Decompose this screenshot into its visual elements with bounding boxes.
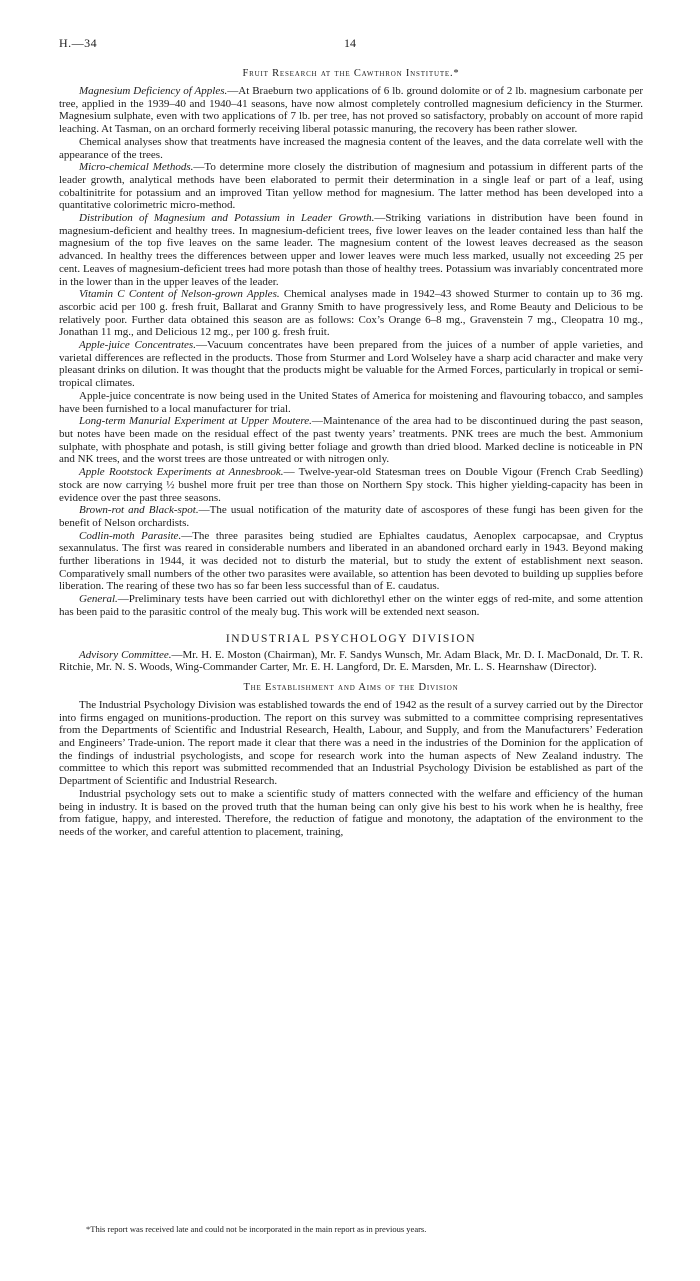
paragraph-heading: Vitamin C Content of Nelson-grown Apples. [79, 288, 280, 301]
fruit-paragraph [59, 161, 643, 212]
fruit-paragraph [59, 288, 643, 339]
industrial-paragraph: The Industrial Psychology Division was established towards the end of 1942 as the result of a survey carried out by the Director into firms engaged on munitions-production. The report on this survey was submitted to a committee comprising representatives from the Departments of Scientific and Industrial Research, Health, Labour, and Supply, and from the Manufacturers’ Federation and Engineers’ Trade-union. The report made it clear that there was a need in the industries of the Dominion for the application of the findings of industrial psychologists, and scope for research work into the human aspects of New Zealand industry. The committee to which this report was submitted recommended that an Industrial Psychology Division be established as part of the Department of Scientific and Industrial Research. [59, 698, 643, 788]
paragraph-heading: Magnesium Deficiency of Apples. [79, 85, 228, 97]
footnote: *This report was received late and could not be incorporated in the main report as in previous years. [86, 1224, 427, 1234]
paragraph-body: —The usual notification of the maturity date of ascospores of these fungi has been given for the benefit of Nelson orchardists. [59, 504, 643, 529]
paragraph-body: Chemical analyses made in 1942–43 showed Sturmer to contain up to 36 mg. ascorbic acid per 100 g. fresh fruit, Ballarat and Granny Smith to have progressively less, and Rome Beauty and Delicious to be relatively poor. Further data obtained this season are as follows: Cox’s Orange 6–8 mg., Gravenstein 7 mg., Cleopatra 10 mg., Jonathan 11 mg., and Delicious 12 mg., per 100 g. fresh fruit. [59, 288, 643, 339]
paragraph-body: —Maintenance of the area had to be discontinued during the past season, but notes have been made on the residual effect of the past twenty years’ treatments. PNK trees are much the best. Ammonium sulphate, with phosphate and potash, is still giving better foliage and growth than dried blood. Marked decline is noticeable in PN and NK trees, and the worst trees are those untreated or with nitrogen only. [59, 415, 643, 466]
paragraph-body: Chemical analyses show that treatments have increased the magnesia content of the leaves, and the data correlate well with the appearance of the trees. [59, 135, 643, 161]
paragraph-heading: Distribution of Magnesium and Potassium in Leader Growth. [79, 212, 375, 225]
paragraph-heading: Apple Rootstock Experiments at Annesbrook. [79, 466, 284, 479]
paragraph-body: — Twelve-year-old Statesman trees on Double Vigour (French Crab Seedling) stock are now carrying ½ bushel more fruit per tree than those on Northern Spy stock. This higher yielding-capacity has been in evidence over the past three seasons. [59, 466, 643, 504]
fruit-paragraph [59, 466, 643, 504]
paragraph-body: —At Braeburn two applications of 6 lb. ground dolomite or of 2 lb. magnesium carbonate per tree, applied in the 1939–40 and 1940–41 seasons, have now almost completely controlled magnesium deficiency in the Sturmer. Magnesium sulphate, even with two applications of 7 lb. per tree, has not proved so satisfactory, probably on account of more rapid leaching. At Tasman, on an orchard formerly receiving liberal potassic manuring, the recovery has been rather slower. [59, 85, 643, 136]
paragraph-body: —Preliminary tests have been carried out with dichlorethyl ether on the winter eggs of red-mite, and some attention has been paid to the parasitic control of the mealy bug. This work will be extended next season. [59, 593, 643, 618]
fruit-paragraph [59, 530, 643, 594]
advisory-committee-paragraph [59, 649, 643, 674]
advisory-committee-heading: Advisory Committee. [79, 648, 172, 661]
industrial-section [59, 699, 643, 839]
industrial-division-title: INDUSTRIAL PSYCHOLOGY DIVISION [225, 632, 477, 645]
paragraph-body: —To determine more closely the distribution of magnesium and potassium in different parts of the leader growth, analytical methods have been elaborated to permit their determination in a single leaf or part of a leaf, using cobaltinitrite for potassium and an improved Titan yellow method for magnesium. The latter method has been developed into a quantitative colorimetric micro-method. [59, 161, 643, 212]
fruit-paragraph [59, 85, 643, 136]
establishment-subtitle: The Establishment and Aims of the Division [243, 681, 459, 693]
fruit-paragraph [59, 136, 643, 161]
paragraph-body: —Striking variations in distribution have been found in magnesium-deficient and healthy trees. In magnesium-deficient trees, five lower leaves on the leader contained less than half the magnesium of the top five leaves on the same leader. The magnesium content of the lowest leaves decreased as the season advanced. In healthy trees the differences between upper and lower leaves were much less marked, usually not exceeding 25 per cent. Leaves of magnesium-deficient trees had more potash than those of healthy trees. Potassium was invariably concentrated more in the lower than in the upper leaves of the leader. [59, 212, 644, 288]
industrial-paragraph: Industrial psychology sets out to make a scientific study of matters connected with the welfare and efficiency of the human being in industry. It is based on the proved truth that the human being can only give his best to his work when he is healthy, free from fatigue, happy, and interested. Therefore, the reduction of fatigue and monotony, the adaptation of the environment to the needs of the worker, and careful attention to placement, training, [59, 787, 643, 838]
paragraph-heading: Codlin-moth Parasite. [79, 529, 182, 542]
paragraph-body: Apple-juice concentrate is now being used in the United States of America for moistening and flavouring tobacco, and samples have been furnished to a local manufacturer for trial. [59, 389, 643, 415]
page-body [59, 68, 643, 839]
fruit-paragraph [59, 504, 643, 529]
paragraph-heading: Long-term Manurial Experiment at Upper Moutere. [79, 415, 312, 428]
paragraph-heading: Brown-rot and Black-spot. [79, 504, 199, 517]
paragraph-heading: General. [79, 593, 118, 606]
paragraph-body: —The three parasites being studied are Ephialtes caudatus, Aenoplex carpocapsae, and Cryptus sexannulatus. The first was reared in considerable numbers and liberated in an abandoned orchard early in 1943. Beyond making further liberations in 1944, it was decided not to disturb the material, but to study the extent of establishment next season. Comparatively small numbers of the other two parasites were available, so attention has been devoted to building up supplies before liberation. The rearing of these two has so far been less successful than of E. caudatus. [59, 529, 644, 593]
fruit-paragraph [59, 212, 643, 288]
page-reference: H.—34 [59, 36, 98, 50]
fruit-paragraph [59, 593, 643, 618]
page-number: 14 [344, 36, 356, 50]
fruit-paragraph [59, 390, 643, 415]
advisory-committee-members: —Mr. H. E. Moston (Chairman), Mr. F. Sandys Wunsch, Mr. Adam Black, Mr. D. I. MacDonald, Dr. T. R. Ritchie, Mr. N. S. Woods, Wing-Commander Carter, Mr. E. H. Langford, Dr. E. Marsden, Mr. L. S. Hearnshaw (Director). [59, 648, 644, 674]
fruit-paragraph [59, 339, 643, 390]
paragraph-heading: Apple-juice Concentrates. [79, 339, 196, 352]
paragraph-body: —Vacuum concentrates have been prepared from the juices of a number of apple varieties, and varietal differences are reflected in the products. Those from Sturmer and Lord Wolseley have a sharp acid character and make very pleasant drinks on dilution. It was thought that the products might be valuable for the Armed Forces, particularly in tropical or semi-tropical climates. [59, 339, 643, 390]
fruit-research-section [59, 85, 643, 619]
fruit-paragraph [59, 415, 643, 466]
fruit-research-title: Fruit Research at the Cawthron Institute.* [242, 68, 460, 79]
paragraph-heading: Micro-chemical Methods. [79, 161, 194, 174]
